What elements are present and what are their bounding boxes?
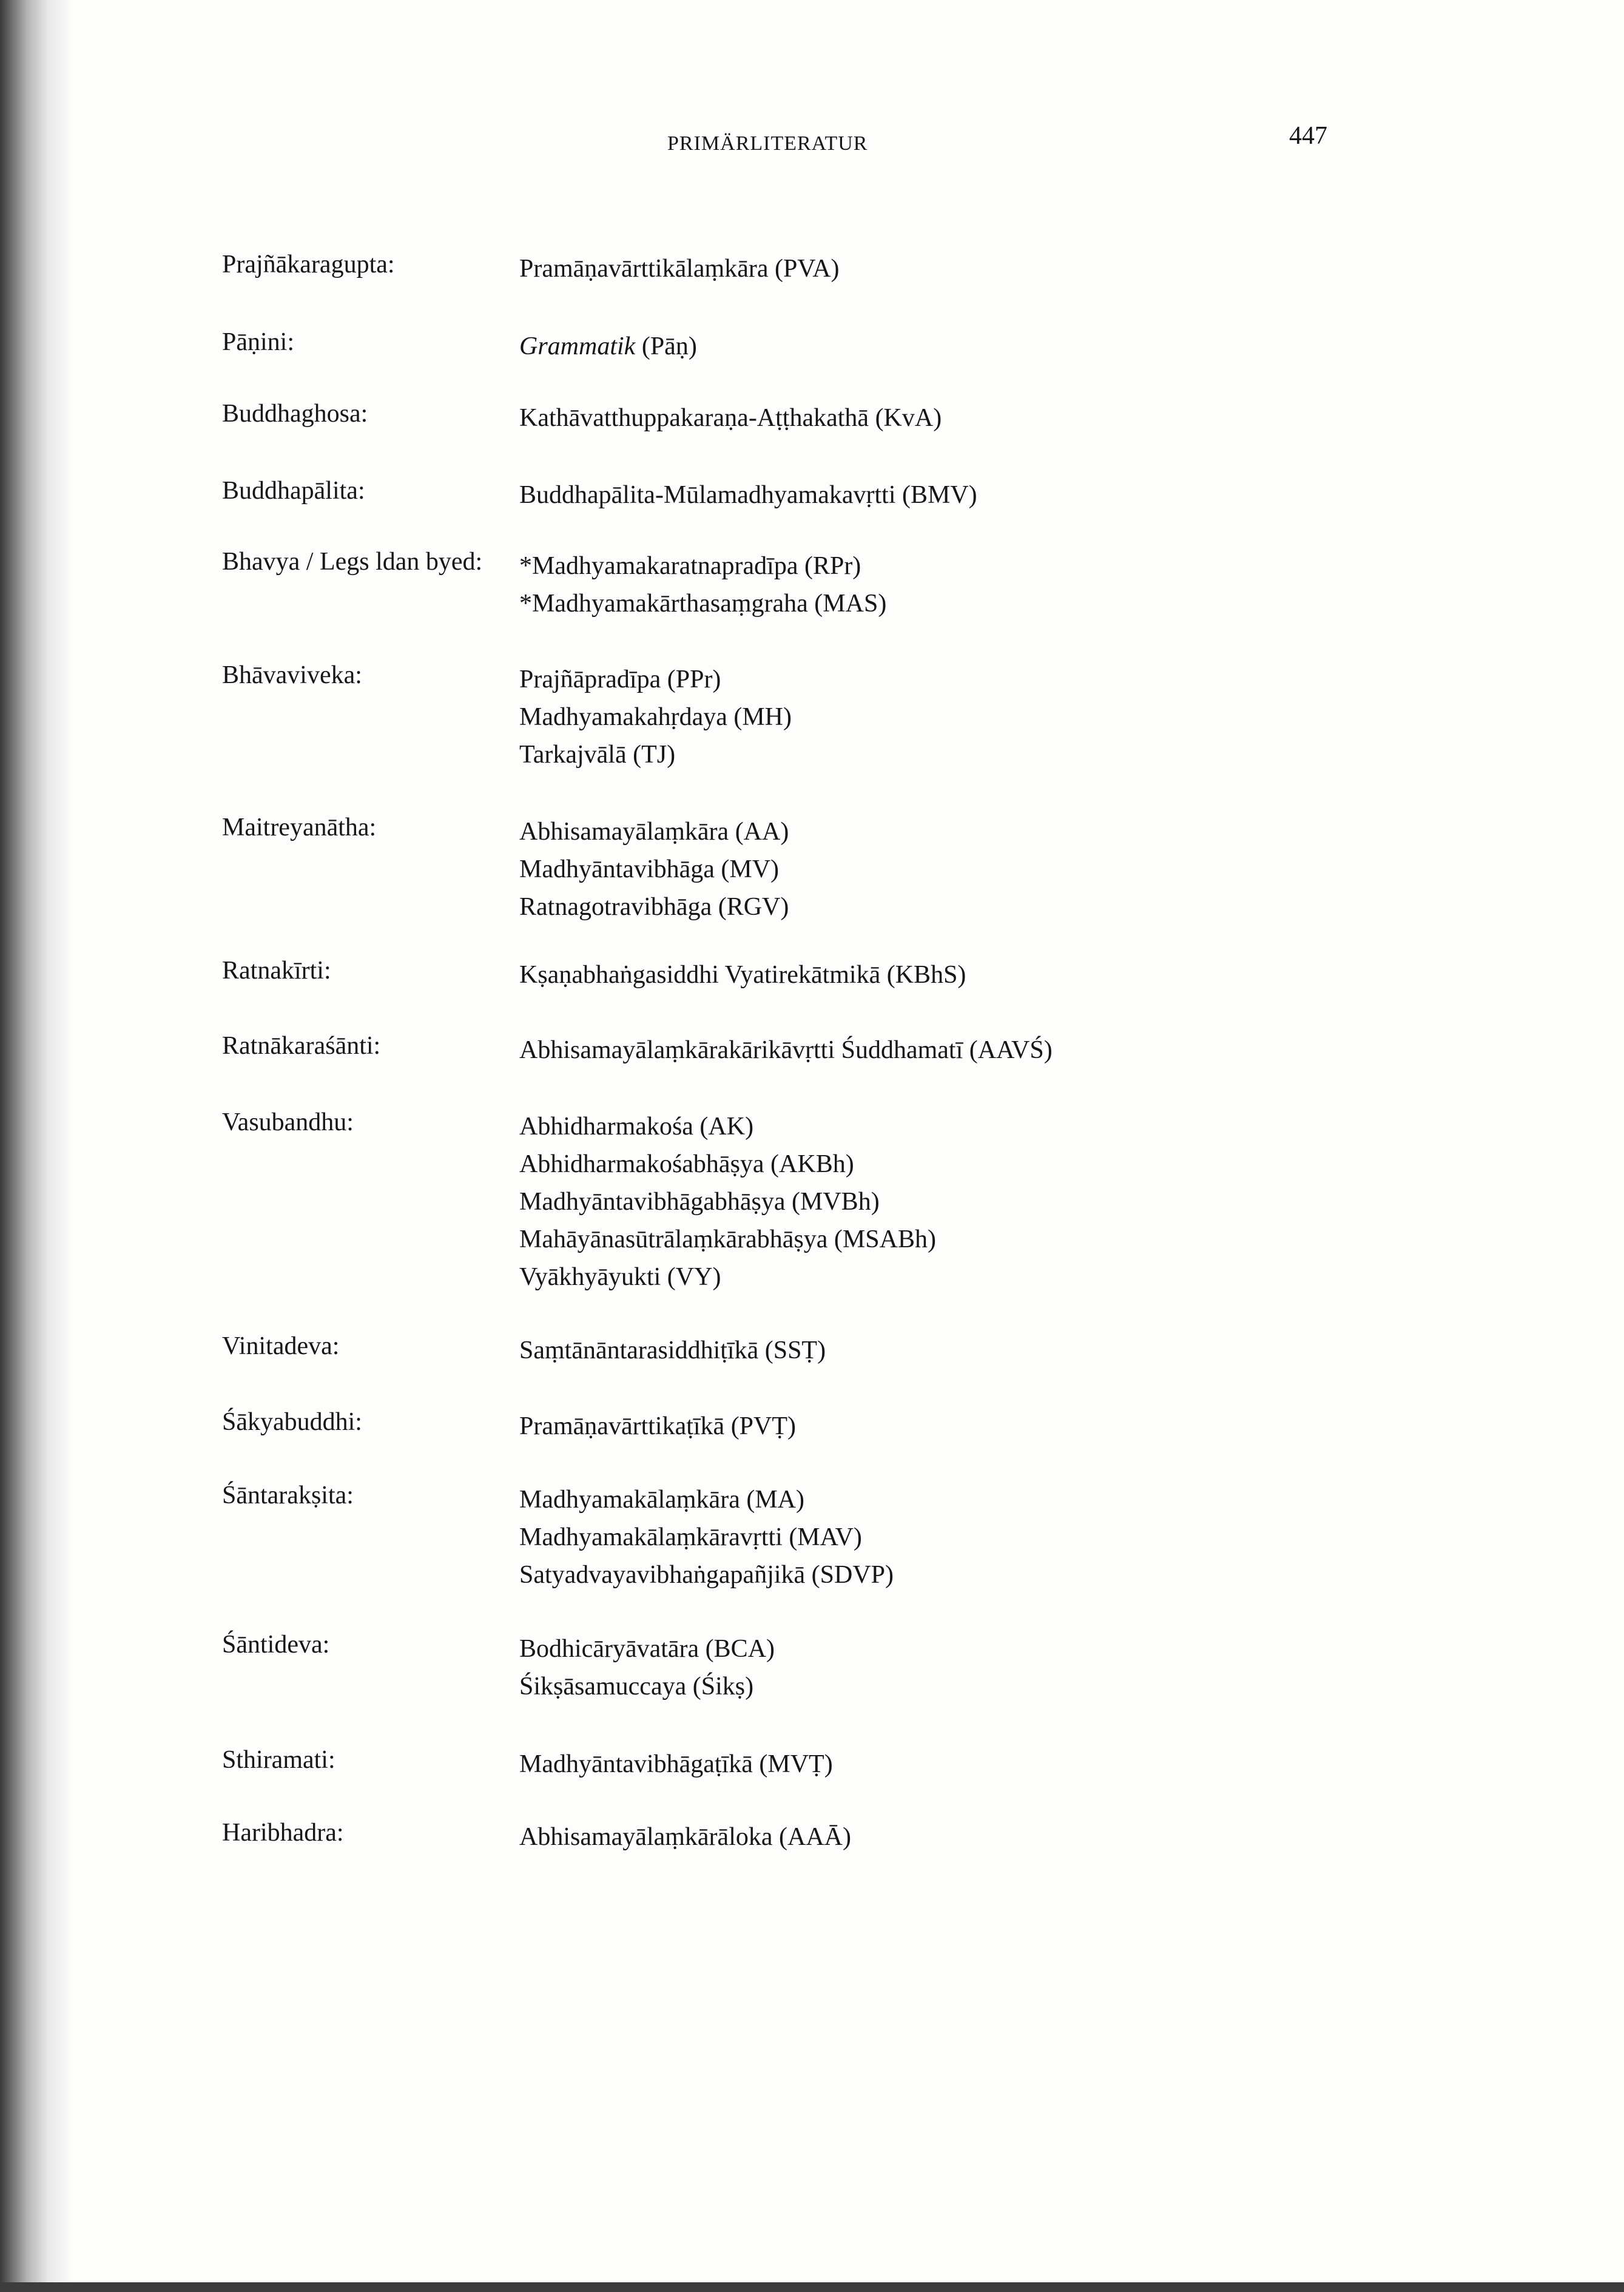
work-title: Madhyāntavibhāgaṭīkā (MVṬ): [519, 1750, 833, 1778]
author-name: Śākyabuddhi:: [222, 1408, 362, 1436]
work-title: Abhisamayālaṃkārāloka (AAĀ): [519, 1823, 851, 1851]
work-title: Vyākhyāyukti (VY): [519, 1263, 721, 1291]
work-title: Abhisamayālaṃkāra (AA): [519, 818, 789, 846]
work-list: [519, 1031, 1053, 1069]
work-title: Pramāṇavārttikālaṃkāra (PVA): [519, 255, 840, 283]
work-list: [519, 1630, 775, 1705]
work-title: Grammatik (Pāṇ): [519, 332, 697, 360]
work-title: Ratnagotravibhāga (RGV): [519, 893, 789, 921]
work-list: [519, 1108, 936, 1296]
work-list: [519, 328, 697, 365]
work-list: [519, 956, 966, 994]
work-list: [519, 547, 886, 622]
running-head: PRIMÄRLITERATUR: [667, 132, 868, 155]
work-list: [519, 399, 942, 437]
work-title: Madhyamakahṛdaya (MH): [519, 703, 792, 731]
work-title: Madhyamakālaṃkāra (MA): [519, 1486, 804, 1514]
author-name: Vasubandhu:: [222, 1108, 354, 1136]
work-list: [519, 1481, 894, 1594]
author-name: Bhāvaviveka:: [222, 661, 362, 689]
author-name: Ratnākaraśānti:: [222, 1032, 381, 1060]
author-name: Śāntarakṣita:: [222, 1481, 354, 1509]
author-name: Vinitadeva:: [222, 1332, 340, 1360]
author-name: Sthiramati:: [222, 1746, 335, 1774]
work-title: Madhyamakālaṃkāravṛtti (MAV): [519, 1523, 862, 1551]
work-title: Tarkajvālā (TJ): [519, 741, 676, 769]
work-title: Abhidharmakośabhāṣya (AKBh): [519, 1150, 854, 1178]
work-title: Madhyāntavibhāgabhāṣya (MVBh): [519, 1188, 880, 1216]
work-title: Prajñāpradīpa (PPr): [519, 666, 721, 693]
work-list: [519, 1407, 796, 1445]
work-list: [519, 813, 789, 926]
work-list: [519, 661, 792, 774]
work-list: [519, 1745, 833, 1783]
work-list: [519, 1818, 851, 1856]
author-name: Śāntideva:: [222, 1631, 330, 1659]
author-name: Maitreyanātha:: [222, 814, 377, 841]
work-title: Mahāyānasūtrālaṃkārabhāṣya (MSABh): [519, 1225, 936, 1253]
work-list: [519, 476, 977, 514]
author-name: Ratnakīrti:: [222, 957, 331, 985]
work-title: Buddhapālita-Mūlamadhyamakavṛtti (BMV): [519, 481, 977, 509]
work-title: Śikṣāsamuccaya (Śikṣ): [519, 1673, 754, 1700]
work-title: Abhidharmakośa (AK): [519, 1113, 754, 1141]
work-title: Madhyāntavibhāga (MV): [519, 855, 780, 883]
work-title: Saṃtānāntarasiddhiṭīkā (SSṬ): [519, 1336, 826, 1364]
work-title: *Madhyamakārthasaṃgraha (MAS): [519, 590, 887, 618]
author-name: Bhavya / Legs ldan byed:: [222, 548, 483, 576]
work-title: *Madhyamakaratnapradīpa (RPr): [519, 552, 861, 580]
author-name: Buddhaghosa:: [222, 400, 368, 428]
author-name: Haribhadra:: [222, 1819, 344, 1847]
work-title: Kathāvatthuppakaraṇa-Aṭṭhakathā (KvA): [519, 404, 942, 432]
work-title: Bodhicāryāvatāra (BCA): [519, 1635, 775, 1663]
work-title: Satyadvayavibhaṅgapañjikā (SDVP): [519, 1561, 894, 1589]
work-title-italic: Grammatik: [519, 332, 636, 360]
work-title: Abhisamayālaṃkārakārikāvṛtti Śuddhamatī (AAVŚ): [519, 1036, 1053, 1064]
author-name: Prajñākaragupta:: [222, 251, 395, 278]
page-number: 447: [1289, 122, 1327, 150]
author-name: Pāṇini:: [222, 328, 295, 356]
author-name: Buddhapālita:: [222, 477, 365, 505]
work-title: Pramāṇavārttikaṭīkā (PVṬ): [519, 1412, 797, 1440]
work-title: Kṣaṇabhaṅgasiddhi Vyatirekātmikā (KBhS): [519, 961, 966, 989]
work-list: [519, 1332, 826, 1369]
work-list: [519, 250, 840, 288]
